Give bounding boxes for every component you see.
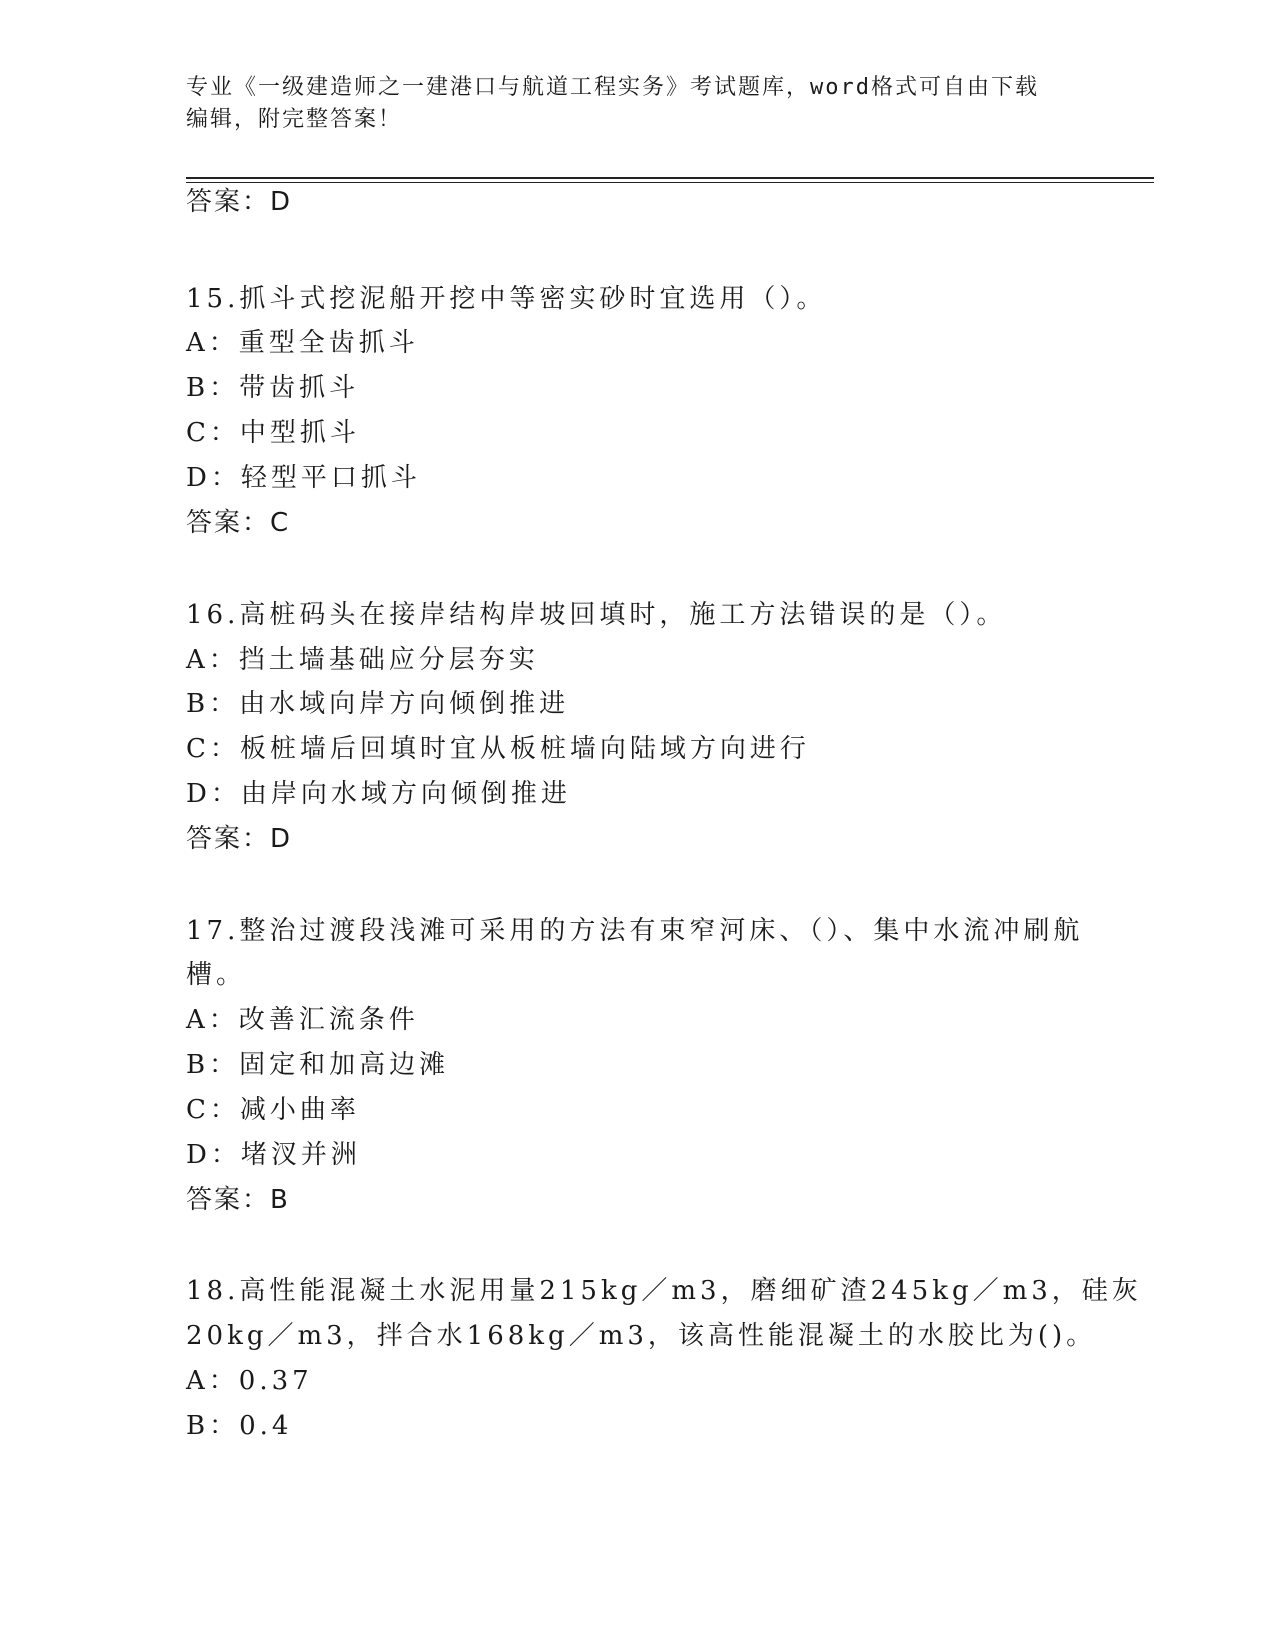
header-divider-thin xyxy=(186,182,1154,183)
question-17-option-a: A：改善汇流条件 xyxy=(186,1005,419,1035)
question-15-option-d: D：轻型平口抓斗 xyxy=(186,463,421,493)
question-16-option-c: C：板桩墙后回填时宜从板桩墙向陆域方向进行 xyxy=(186,734,810,764)
answer-line: 答案：D xyxy=(186,187,293,217)
question-15-stem: 15.抓斗式挖泥船开挖中等密实砂时宜选用（）。 xyxy=(186,284,827,314)
question-17-stem-line-1: 17.整治过渡段浅滩可采用的方法有束窄河床、（）、集中水流冲刷航 xyxy=(186,916,1084,946)
question-16-stem: 16.高桩码头在接岸结构岸坡回填时，施工方法错误的是（）。 xyxy=(186,600,1007,630)
question-17-stem-line-2: 槽。 xyxy=(186,960,247,990)
page-header xyxy=(186,72,1066,136)
question-15-option-c: C：中型抓斗 xyxy=(186,418,360,448)
question-16-option-d: D：由岸向水域方向倾倒推进 xyxy=(186,779,571,809)
header-line-1: 专业《一级建造师之一建港口与航道工程实务》考试题库，word格式可自由下载 xyxy=(186,75,1039,100)
question-17-option-d: D：堵汊并洲 xyxy=(186,1140,361,1170)
question-15-option-b: B：带齿抓斗 xyxy=(186,373,360,403)
header-line-2: 编辑，附完整答案！ xyxy=(186,107,403,132)
question-17-answer: 答案：B xyxy=(186,1185,290,1215)
header-divider xyxy=(186,177,1154,179)
question-18-option-b: B：0.4 xyxy=(186,1411,293,1441)
question-17-option-c: C：减小曲率 xyxy=(186,1095,360,1125)
question-16-answer: 答案：D xyxy=(186,824,293,854)
question-18-stem-line-1: 18.高性能混凝土水泥用量215kg／m3，磨细矿渣245kg／m3，硅灰 xyxy=(186,1276,1142,1306)
question-16-option-b: B：由水域向岸方向倾倒推进 xyxy=(186,689,570,719)
question-16-option-a: A：挡土墙基础应分层夯实 xyxy=(186,645,539,675)
question-15-option-a: A：重型全齿抓斗 xyxy=(186,328,419,358)
question-18-option-a: A：0.37 xyxy=(186,1366,313,1396)
question-15-answer: 答案：C xyxy=(186,508,291,538)
question-18-stem-line-2: 20kg／m3，拌合水168kg／m3，该高性能混凝土的水胶比为()。 xyxy=(186,1321,1097,1351)
question-17-option-b: B：固定和加高边滩 xyxy=(186,1050,450,1080)
